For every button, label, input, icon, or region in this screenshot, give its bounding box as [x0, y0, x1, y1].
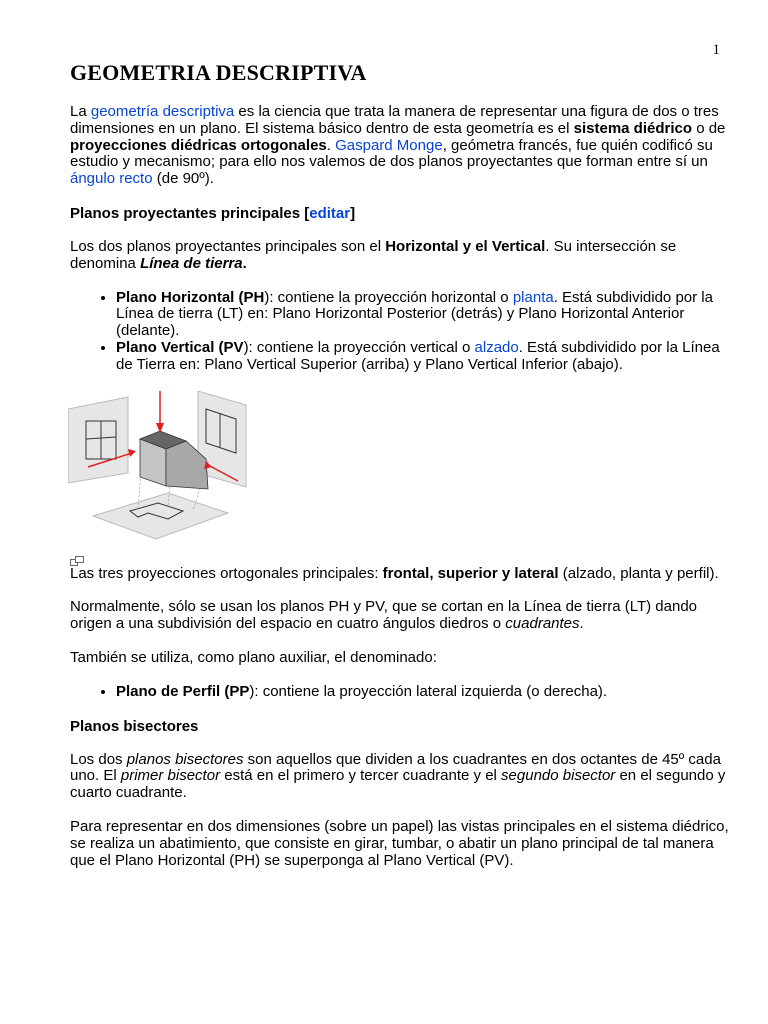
link-geometria-descriptiva[interactable]: geometría descriptiva	[90, 103, 235, 120]
link-angulo-recto[interactable]: ángulo recto	[70, 170, 153, 188]
link-alzado[interactable]: alzado	[474, 338, 519, 356]
list-item-plano-horizontal: • Plano Horizontal (PH): contiene la proyección horizontal o planta. Está subdividido por la Línea de tierra (LT) en: Plano Horizontal Posterior (detrás) y Plano Horizontal Anterior (delante).	[116, 290, 730, 340]
cuadrantes-paragraph: Normalmente, sólo se usan los planos PH y PV, que se cortan en la Línea de tierra (LT) dando origen a una subdivisión del espacio en cuatro ángulos diedros o cuadrantes.	[70, 598, 698, 633]
auxiliar-paragraph: También se utiliza, como plano auxiliar, el denominado:	[70, 648, 437, 666]
edit-link[interactable]: editar	[309, 204, 351, 222]
link-gaspard-monge[interactable]: Gaspard Monge	[335, 136, 443, 154]
bisectores-paragraph: Los dos planos bisectores son aquellos que dividen a los cuadrantes en dos octantes de 45º cada uno. El primer bisector está en el primero y tercer cuadrante y el segundo bisector en el segundo y cuarto cuadrante.	[70, 750, 726, 802]
list-item-plano-vertical: • Plano Vertical (PV): contiene la proyección vertical o alzado. Está subdividido por la Línea de Tierra en: Plano Vertical Superior (arriba) y Plano Vertical Inferior (abajo).	[116, 340, 730, 374]
figure-caption: Las tres proyecciones ortogonales principales: frontal, superior y lateral (alzado, planta y perfil).	[70, 564, 719, 582]
section-heading-planos-bisectores: Planos bisectores	[70, 717, 199, 735]
page-number: 1	[712, 42, 720, 58]
page-title: GEOMETRIA DESCRIPTIVA	[70, 60, 367, 85]
enlarge-icon-container	[70, 553, 730, 565]
projection-planes-illustration	[68, 391, 248, 551]
planes-list	[70, 290, 730, 374]
abatimiento-paragraph: Para representar en dos dimensiones (sobre un papel) las vistas principales en el sistema diédrico, se realiza un abatimiento, que consiste en girar, tumbar, o abatir un plano principal de tal manera que el Plano Horizontal (PH) se superponga al Plano Vertical (PV).	[70, 817, 729, 869]
planos-paragraph: Los dos planos proyectantes principales son el Horizontal y el Vertical. Su intersección se denomina Línea de tierra.	[70, 237, 677, 272]
projection-planes-figure[interactable]	[68, 391, 248, 551]
perfil-list	[70, 684, 730, 701]
link-planta[interactable]: planta	[512, 288, 554, 306]
document-body	[70, 58, 730, 886]
section-heading-planos-proyectantes: Planos proyectantes principales [editar]	[70, 204, 356, 222]
list-item-plano-perfil: • Plano de Perfil (PP): contiene la proyección lateral izquierda (o derecha).	[116, 684, 730, 701]
intro-paragraph: La geometría descriptiva es la ciencia que trata la manera de representar una figura de dos o tres dimensiones en un plano. El sistema básico dentro de esta geometría es el sistema diédrico o de proyecciones diédricas ortogonales. Gaspard Monge, geómetra francés, fue quién codificó su estudio y mecanismo; para ello nos valemos de dos planos proyectantes que forman entre sí un ángulo recto (de 90º).	[70, 103, 726, 188]
